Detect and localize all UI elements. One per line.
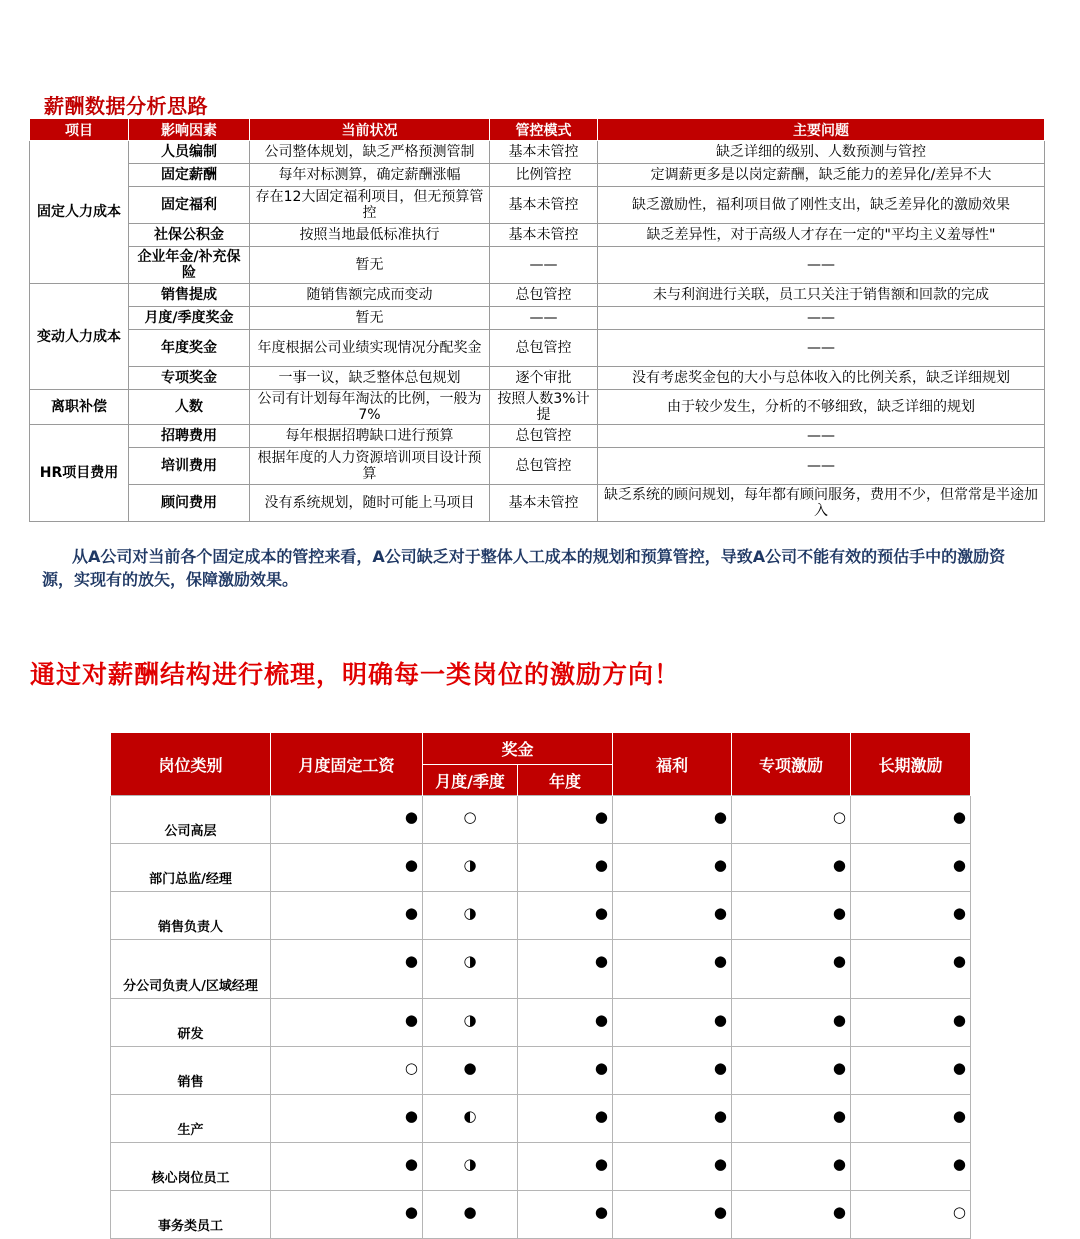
issue-cell: —— <box>598 307 1045 330</box>
issue-cell: 缺乏激励性，福利项目做了刚性支出，缺乏差异化的激励效果 <box>598 187 1045 224</box>
header-longterm: 长期激励 <box>851 733 971 796</box>
role-cell: 销售负责人 <box>111 892 271 940</box>
mode-cell: 基本未管控 <box>490 224 598 247</box>
level-mark: ◑ <box>463 1155 477 1173</box>
annual-bonus-cell <box>518 1143 613 1191</box>
level-mark: ● <box>952 952 967 970</box>
level-mark: ● <box>594 856 609 874</box>
monthly-bonus-cell <box>423 940 518 999</box>
annual-bonus-cell <box>518 999 613 1047</box>
table-row <box>111 1143 971 1191</box>
level-mark: ● <box>404 856 418 874</box>
category-cell: 离职补偿 <box>30 390 129 425</box>
longterm-cell <box>851 1143 971 1191</box>
table-row <box>30 284 1045 307</box>
monthly-bonus-cell <box>423 1095 518 1143</box>
mode-cell: 按照人数3%计提 <box>490 390 598 425</box>
welfare-cell <box>613 1143 732 1191</box>
table-row <box>111 796 971 844</box>
mode-cell: 总包管控 <box>490 284 598 307</box>
fixed-salary-cell <box>271 940 423 999</box>
level-mark: ● <box>594 1155 609 1173</box>
level-mark: ● <box>713 1203 728 1221</box>
level-mark: ● <box>404 904 418 922</box>
level-mark: ● <box>404 1011 418 1029</box>
table-row <box>30 485 1045 522</box>
factor-cell: 人员编制 <box>129 141 250 164</box>
status-cell: 每年根据招聘缺口进行预算 <box>250 425 490 448</box>
welfare-cell <box>613 844 732 892</box>
annual-bonus-cell <box>518 892 613 940</box>
level-mark: ● <box>832 856 847 874</box>
level-mark: ● <box>594 1059 609 1077</box>
table-row <box>30 224 1045 247</box>
level-mark: ● <box>594 952 609 970</box>
factor-cell: 固定福利 <box>129 187 250 224</box>
factor-cell: 销售提成 <box>129 284 250 307</box>
table-row <box>30 141 1045 164</box>
longterm-cell <box>851 999 971 1047</box>
level-mark: ● <box>404 952 418 970</box>
status-cell: 公司有计划每年淘汰的比例，一般为7% <box>250 390 490 425</box>
salary-analysis-table <box>29 118 1045 522</box>
role-cell: 分公司负责人/区域经理 <box>111 940 271 999</box>
level-mark: ● <box>952 856 967 874</box>
table-row <box>30 330 1045 367</box>
issue-cell: 由于较少发生，分析的不够细致，缺乏详细的规划 <box>598 390 1045 425</box>
level-mark: ● <box>594 808 609 826</box>
section1-title: 薪酬数据分析思路 <box>44 94 208 118</box>
special-cell <box>732 796 851 844</box>
status-cell: 暂无 <box>250 307 490 330</box>
level-mark: ◑ <box>463 904 477 922</box>
special-cell <box>732 1095 851 1143</box>
role-cell: 事务类员工 <box>111 1191 271 1239</box>
table-row <box>111 940 971 999</box>
factor-cell: 年度奖金 <box>129 330 250 367</box>
table-header-row <box>30 119 1045 141</box>
level-mark: ● <box>952 1107 967 1125</box>
status-cell: 暂无 <box>250 247 490 284</box>
role-cell: 生产 <box>111 1095 271 1143</box>
level-mark: ● <box>463 1059 477 1077</box>
longterm-cell <box>851 796 971 844</box>
mode-cell: —— <box>490 307 598 330</box>
level-mark: ● <box>832 1203 847 1221</box>
header-status: 当前状况 <box>250 119 490 141</box>
monthly-bonus-cell <box>423 796 518 844</box>
table-row <box>111 844 971 892</box>
issue-cell: 缺乏详细的级别、人数预测与管控 <box>598 141 1045 164</box>
section2-title: 通过对薪酬结构进行梳理，明确每一类岗位的激励方向！ <box>30 660 681 689</box>
factor-cell: 培训费用 <box>129 448 250 485</box>
level-mark: ● <box>952 1011 967 1029</box>
fixed-salary-cell <box>271 796 423 844</box>
mode-cell: 比例管控 <box>490 164 598 187</box>
welfare-cell <box>613 1095 732 1143</box>
level-mark: ● <box>713 808 728 826</box>
table-row <box>30 164 1045 187</box>
level-mark: ● <box>713 1107 728 1125</box>
mode-cell: 总包管控 <box>490 448 598 485</box>
factor-cell: 社保公积金 <box>129 224 250 247</box>
factor-cell: 专项奖金 <box>129 367 250 390</box>
level-mark: ● <box>713 1011 728 1029</box>
issue-cell: 没有考虑奖金包的大小与总体收入的比例关系，缺乏详细规划 <box>598 367 1045 390</box>
issue-cell: —— <box>598 425 1045 448</box>
special-cell <box>732 1047 851 1095</box>
header-role: 岗位类别 <box>111 733 271 796</box>
issue-cell: —— <box>598 330 1045 367</box>
category-cell: HR项目费用 <box>30 425 129 522</box>
table-row <box>111 999 971 1047</box>
status-cell: 年度根据公司业绩实现情况分配奖金 <box>250 330 490 367</box>
welfare-cell <box>613 796 732 844</box>
fixed-salary-cell <box>271 1047 423 1095</box>
level-mark: ● <box>713 952 728 970</box>
fixed-salary-cell <box>271 844 423 892</box>
special-cell <box>732 1143 851 1191</box>
mode-cell: 基本未管控 <box>490 485 598 522</box>
level-mark: ○ <box>832 808 847 826</box>
table-row <box>30 307 1045 330</box>
table-row <box>111 1047 971 1095</box>
longterm-cell <box>851 1095 971 1143</box>
issue-cell: —— <box>598 247 1045 284</box>
level-mark: ● <box>404 1155 418 1173</box>
special-cell <box>732 999 851 1047</box>
level-mark: ● <box>404 808 418 826</box>
level-mark: ○ <box>463 808 477 826</box>
mode-cell: 基本未管控 <box>490 187 598 224</box>
monthly-bonus-cell <box>423 844 518 892</box>
level-mark: ○ <box>404 1059 418 1077</box>
monthly-bonus-cell <box>423 1047 518 1095</box>
category-cell: 变动人力成本 <box>30 284 129 390</box>
level-mark: ● <box>832 1107 847 1125</box>
annual-bonus-cell <box>518 940 613 999</box>
issue-cell: 缺乏差异性，对于高级人才存在一定的"平均主义羞辱性" <box>598 224 1045 247</box>
level-mark: ● <box>594 1011 609 1029</box>
status-cell: 按照当地最低标准执行 <box>250 224 490 247</box>
level-mark: ● <box>832 952 847 970</box>
level-mark: ● <box>832 904 847 922</box>
level-mark: ◑ <box>463 1011 477 1029</box>
fixed-salary-cell <box>271 1143 423 1191</box>
level-mark: ● <box>713 1155 728 1173</box>
fixed-salary-cell <box>271 999 423 1047</box>
level-mark: ● <box>832 1011 847 1029</box>
mode-cell: 总包管控 <box>490 330 598 367</box>
factor-cell: 人数 <box>129 390 250 425</box>
longterm-cell <box>851 1047 971 1095</box>
table-row <box>111 892 971 940</box>
factor-cell: 月度/季度奖金 <box>129 307 250 330</box>
monthly-bonus-cell <box>423 892 518 940</box>
header-annual-bonus: 年度 <box>518 765 613 796</box>
table-row <box>30 425 1045 448</box>
level-mark: ● <box>952 1155 967 1173</box>
level-mark: ● <box>463 1203 477 1221</box>
level-mark: ● <box>832 1155 847 1173</box>
header-issue: 主要问题 <box>598 119 1045 141</box>
header-monthly-bonus: 月度/季度 <box>423 765 518 796</box>
level-mark: ● <box>594 1203 609 1221</box>
factor-cell: 顾问费用 <box>129 485 250 522</box>
status-cell: 随销售额完成而变动 <box>250 284 490 307</box>
status-cell: 存在12大固定福利项目，但无预算管控 <box>250 187 490 224</box>
welfare-cell <box>613 940 732 999</box>
header-fixed-salary: 月度固定工资 <box>271 733 423 796</box>
role-cell: 部门总监/经理 <box>111 844 271 892</box>
annual-bonus-cell <box>518 1095 613 1143</box>
longterm-cell <box>851 844 971 892</box>
annual-bonus-cell <box>518 796 613 844</box>
mode-cell: —— <box>490 247 598 284</box>
longterm-cell <box>851 940 971 999</box>
summary-paragraph: 从A公司对当前各个固定成本的管控来看，A公司缺乏对于整体人工成本的规划和预算管控，导致A公司不能有效的预估手中的激励资源，实现有的放矢，保障激励效果。 <box>42 547 1006 589</box>
level-mark: ● <box>952 1059 967 1077</box>
header-special: 专项激励 <box>732 733 851 796</box>
table-row <box>30 187 1045 224</box>
monthly-bonus-cell <box>423 999 518 1047</box>
fixed-salary-cell <box>271 1095 423 1143</box>
fixed-salary-cell <box>271 892 423 940</box>
header-mode: 管控模式 <box>490 119 598 141</box>
monthly-bonus-cell <box>423 1143 518 1191</box>
special-cell <box>732 892 851 940</box>
issue-cell: —— <box>598 448 1045 485</box>
level-mark: ● <box>713 1059 728 1077</box>
issue-cell: 未与利润进行关联，员工只关注于销售额和回款的完成 <box>598 284 1045 307</box>
welfare-cell <box>613 892 732 940</box>
header-factor: 影响因素 <box>129 119 250 141</box>
status-cell: 每年对标测算，确定薪酬涨幅 <box>250 164 490 187</box>
level-mark: ● <box>404 1203 418 1221</box>
level-mark: ● <box>832 1059 847 1077</box>
category-cell: 固定人力成本 <box>30 141 129 284</box>
welfare-cell <box>613 999 732 1047</box>
level-mark: ● <box>404 1107 418 1125</box>
incentive-matrix-table <box>110 733 971 1239</box>
level-mark: ◑ <box>463 856 477 874</box>
table-row <box>30 448 1045 485</box>
annual-bonus-cell <box>518 844 613 892</box>
level-mark: ● <box>713 904 728 922</box>
status-cell: 公司整体规划，缺乏严格预测管制 <box>250 141 490 164</box>
issue-cell: 定调薪更多是以岗定薪酬，缺乏能力的差异化/差异不大 <box>598 164 1045 187</box>
status-cell: 一事一议，缺乏整体总包规划 <box>250 367 490 390</box>
level-mark: ● <box>952 808 967 826</box>
level-mark: ◐ <box>463 1107 477 1125</box>
table-row <box>30 247 1045 284</box>
special-cell <box>732 940 851 999</box>
status-cell: 根据年度的人力资源培训项目设计预算 <box>250 448 490 485</box>
level-mark: ○ <box>952 1203 967 1221</box>
level-mark: ● <box>594 904 609 922</box>
role-cell: 核心岗位员工 <box>111 1143 271 1191</box>
annual-bonus-cell <box>518 1047 613 1095</box>
table-row <box>111 1095 971 1143</box>
header-item: 项目 <box>30 119 129 141</box>
level-mark: ● <box>594 1107 609 1125</box>
role-cell: 研发 <box>111 999 271 1047</box>
mode-cell: 基本未管控 <box>490 141 598 164</box>
factor-cell: 企业年金/补充保险 <box>129 247 250 284</box>
role-cell: 公司高层 <box>111 796 271 844</box>
welfare-cell <box>613 1047 732 1095</box>
mode-cell: 逐个审批 <box>490 367 598 390</box>
longterm-cell <box>851 892 971 940</box>
mode-cell: 总包管控 <box>490 425 598 448</box>
level-mark: ● <box>713 856 728 874</box>
factor-cell: 固定薪酬 <box>129 164 250 187</box>
status-cell: 没有系统规划，随时可能上马项目 <box>250 485 490 522</box>
factor-cell: 招聘费用 <box>129 425 250 448</box>
header-bonus: 奖金 <box>423 733 613 765</box>
level-mark: ● <box>952 904 967 922</box>
role-cell: 销售 <box>111 1047 271 1095</box>
issue-cell: 缺乏系统的顾问规划，每年都有顾问服务，费用不少，但常常是半途加入 <box>598 485 1045 522</box>
table-row <box>30 390 1045 425</box>
level-mark: ◑ <box>463 952 477 970</box>
header-welfare: 福利 <box>613 733 732 796</box>
special-cell <box>732 844 851 892</box>
table-row <box>30 367 1045 390</box>
